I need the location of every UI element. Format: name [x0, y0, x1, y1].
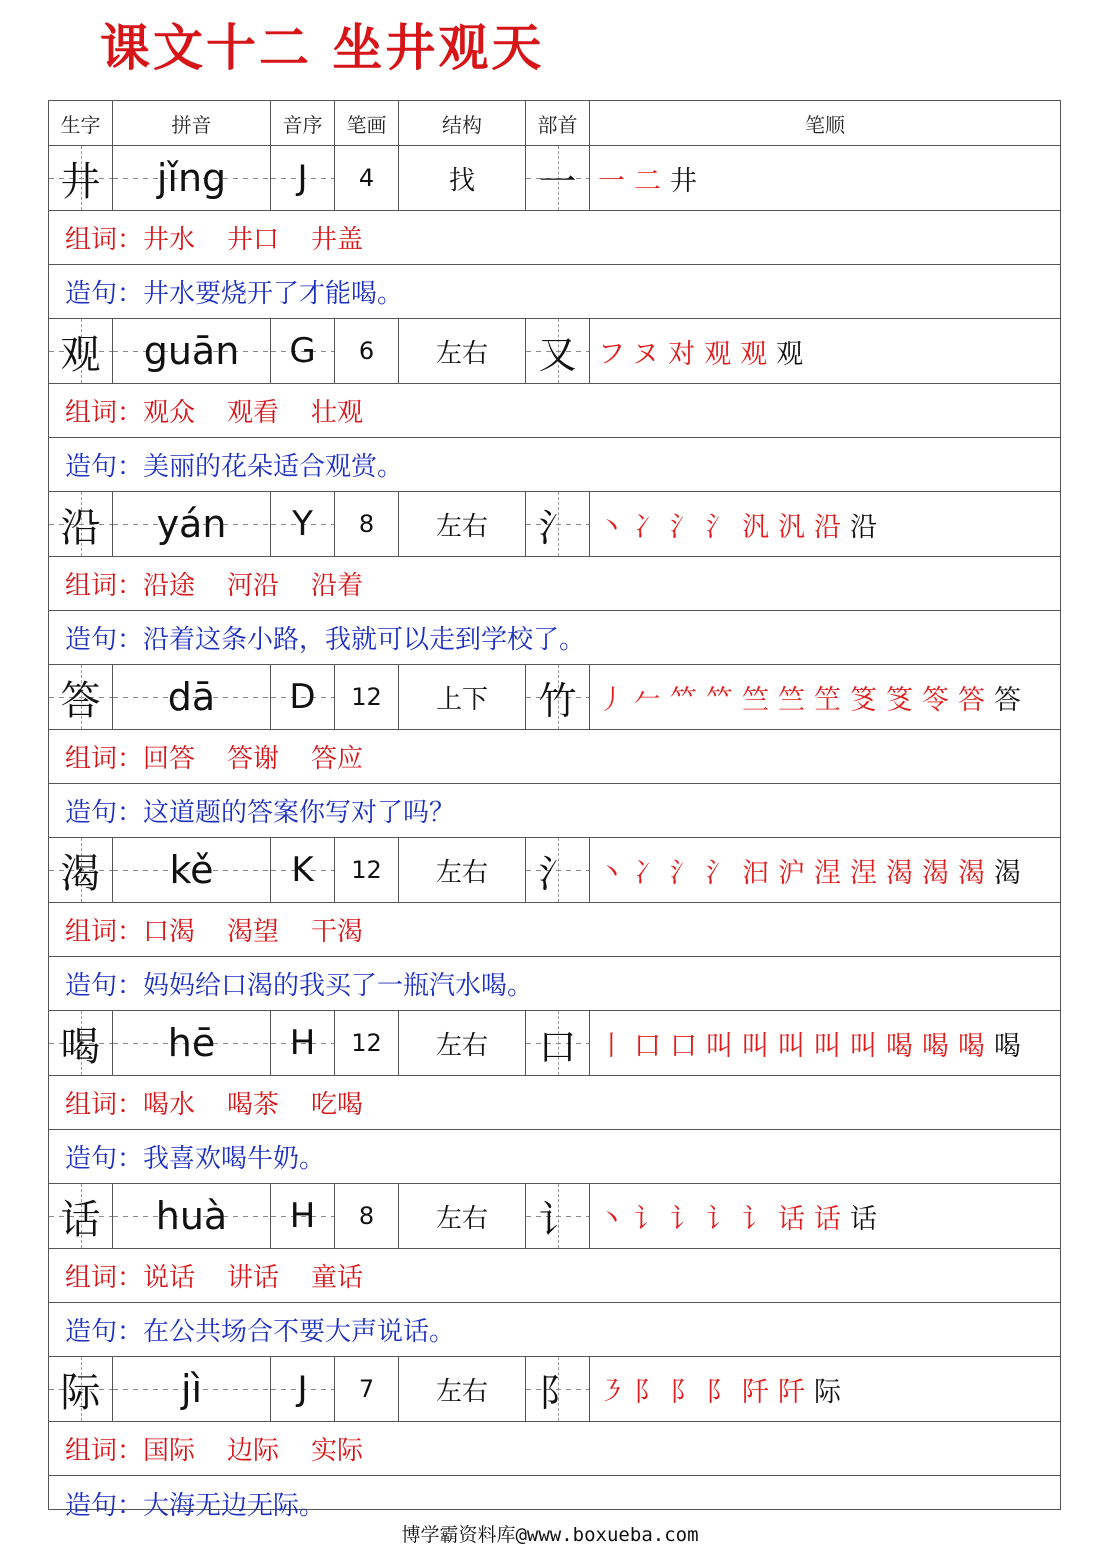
sentence-label: 造句：: [65, 1144, 144, 1174]
words-row: [49, 1422, 1060, 1476]
stroke-step: 叫: [706, 1030, 742, 1062]
words-label: 组词：: [65, 1263, 144, 1293]
sentence: 在公共场合不要大声说话。: [143, 1317, 456, 1347]
stroke-step: 冫: [634, 511, 670, 543]
initial-cell: [271, 319, 335, 383]
words-label: 组词：: [65, 398, 144, 428]
stroke-order: [598, 1197, 886, 1236]
structure-cell: [399, 146, 526, 210]
stroke-step: 口: [634, 1030, 670, 1062]
header-initial: 音序: [271, 101, 335, 145]
stroke-step: 阡: [742, 1376, 778, 1408]
words: [143, 565, 395, 602]
word: 喝水: [143, 1090, 196, 1120]
sentence: 井水要烧开了才能喝。: [143, 279, 404, 309]
structure: 左右: [435, 338, 488, 369]
word: 井水: [143, 225, 196, 255]
stroke-step: 氵: [670, 511, 706, 543]
structure-cell: [399, 1357, 526, 1421]
header-radical: 部首: [526, 101, 590, 145]
stroke-step: 笅: [850, 684, 886, 716]
word: 观众: [143, 398, 196, 428]
radical: 口: [538, 1024, 577, 1069]
stroke-step: 叫: [814, 1030, 850, 1062]
word: 吃喝: [311, 1090, 364, 1120]
word: 渴望: [227, 917, 280, 947]
words: [143, 1084, 395, 1121]
pinyin: jǐng: [156, 156, 227, 200]
stroke-order: [598, 159, 706, 198]
stroke-step: 丶: [598, 1203, 634, 1235]
stroke-order-cell: [590, 665, 1060, 729]
stroke-step: 笅: [886, 684, 922, 716]
word: 干渴: [311, 917, 364, 947]
stroke-order: [598, 332, 812, 371]
pinyin-cell: [113, 1357, 271, 1421]
stroke-step: 观: [740, 338, 777, 370]
sentence-row: [49, 1130, 1060, 1184]
stroke-step: 对: [668, 338, 705, 370]
stroke-step: 涅: [850, 857, 886, 889]
stroke-step: 讠: [634, 1203, 670, 1235]
char: 观: [60, 331, 101, 378]
char-cell: [49, 838, 113, 902]
stroke-step: 观: [704, 338, 741, 370]
stroke-step: 叫: [850, 1030, 886, 1062]
words-row: [49, 384, 1060, 438]
stroke-step: 丿: [598, 684, 634, 716]
pinyin: yán: [156, 502, 227, 546]
words-label: 组词：: [65, 1090, 144, 1120]
header-char: 生字: [49, 101, 113, 145]
stroke-count: 12: [351, 1029, 382, 1057]
strokes-cell: [335, 838, 399, 902]
structure-cell: [399, 665, 526, 729]
sentence-label: 造句：: [65, 798, 144, 828]
char-row: [49, 1357, 1060, 1422]
stroke-step: 汎: [742, 511, 778, 543]
stroke-order-cell: [590, 1357, 1060, 1421]
stroke-step: 一: [598, 165, 634, 197]
char: 渴: [60, 850, 101, 897]
radical-cell: [526, 319, 590, 383]
word: 观看: [227, 398, 280, 428]
sentence: 沿着这条小路，我就可以走到学校了。: [143, 625, 586, 655]
pinyin: guān: [143, 329, 240, 373]
stroke-step: フ: [598, 338, 633, 370]
char: 喝: [60, 1023, 101, 1070]
strokes-cell: [335, 1184, 399, 1248]
structure: 左右: [435, 1203, 488, 1234]
stroke-step: 竺: [778, 684, 814, 716]
words: [143, 1430, 395, 1467]
radical-cell: [526, 1357, 590, 1421]
stroke-step: 𥫗: [670, 684, 706, 716]
stroke-step: 氵: [670, 857, 706, 889]
stroke-count: 4: [358, 164, 375, 192]
radical-cell: [526, 665, 590, 729]
stroke-order-cell: [590, 146, 1060, 210]
char-cell: [49, 665, 113, 729]
radical-cell: [526, 146, 590, 210]
sentence-label: 造句：: [65, 452, 144, 482]
stroke-order: [598, 851, 1030, 890]
stroke-step: 竺: [742, 684, 778, 716]
char: 际: [60, 1369, 101, 1416]
stroke-step: 笁: [814, 684, 850, 716]
initial-cell: [271, 838, 335, 902]
initial: J: [297, 158, 308, 198]
word: 喝茶: [227, 1090, 280, 1120]
radical: 又: [538, 332, 577, 377]
page-title: 课文十二 坐井观天: [100, 18, 545, 77]
stroke-step: 讠: [742, 1203, 778, 1235]
char: 答: [60, 677, 101, 724]
stroke-step: ㇋: [598, 1376, 634, 1408]
stroke-step: 汩: [742, 857, 778, 889]
stroke-step: 阡: [778, 1376, 814, 1408]
stroke-count: 12: [351, 856, 382, 884]
radical-cell: [526, 1011, 590, 1075]
word: 回答: [143, 744, 196, 774]
stroke-step: 阝: [706, 1376, 742, 1408]
pinyin-cell: [113, 492, 271, 556]
words: [143, 392, 395, 429]
stroke-step: 二: [634, 165, 670, 197]
initial-cell: [271, 492, 335, 556]
char-row: [49, 492, 1060, 557]
structure: 左右: [435, 1376, 488, 1407]
words-label: 组词：: [65, 744, 144, 774]
structure: 找: [448, 165, 475, 196]
stroke-count: 6: [358, 337, 375, 365]
stroke-step: 喝: [958, 1030, 994, 1062]
pinyin: jì: [180, 1367, 203, 1411]
table-header: [49, 101, 1060, 146]
stroke-step: 氵: [706, 857, 742, 889]
initial: D: [289, 677, 316, 717]
stroke-order-cell: [590, 1011, 1060, 1075]
sentence-row: [49, 784, 1060, 838]
stroke-step: 𥫗: [706, 684, 742, 716]
sentence: 美丽的花朵适合观赏。: [143, 452, 404, 482]
words: [143, 219, 395, 256]
initial-cell: [271, 1184, 335, 1248]
word: 答谢: [227, 744, 280, 774]
pinyin: dā: [167, 675, 216, 719]
stroke-step: 话: [778, 1203, 814, 1235]
words-row: [49, 903, 1060, 957]
stroke-step: 沪: [778, 857, 814, 889]
initial-cell: [271, 1011, 335, 1075]
char: 井: [60, 158, 101, 205]
sentence-row: [49, 1303, 1060, 1357]
initial-cell: [271, 146, 335, 210]
stroke-order: [598, 505, 886, 544]
character-table: [48, 100, 1061, 1521]
stroke-step: 阝: [670, 1376, 706, 1408]
stroke-step: 𠂉: [634, 684, 670, 716]
structure-cell: [399, 1011, 526, 1075]
sentence-label: 造句：: [65, 1490, 144, 1521]
initial: Y: [292, 504, 313, 544]
radical: 竹: [538, 678, 577, 723]
word: 童话: [311, 1263, 364, 1293]
stroke-step: 涅: [814, 857, 850, 889]
stroke-step: 井: [670, 165, 706, 197]
word: 井口: [227, 225, 280, 255]
sentence: 我喜欢喝牛奶。: [143, 1144, 326, 1174]
sentence: 这道题的答案你写对了吗？: [143, 798, 456, 828]
header-stroke-order: 笔顺: [805, 112, 845, 137]
stroke-order: [598, 678, 1030, 717]
sentence-label: 造句：: [65, 971, 144, 1001]
stroke-order-cell: [590, 1184, 1060, 1248]
words: [143, 911, 395, 948]
char-row: [49, 1184, 1060, 1249]
header-strokes: 笔画: [335, 101, 399, 145]
radical-cell: [526, 1184, 590, 1248]
sentence-row: [49, 611, 1060, 665]
stroke-step: 丶: [598, 857, 634, 889]
words-label: 组词：: [65, 571, 144, 601]
sentence-label: 造句：: [65, 625, 144, 655]
words-label: 组词：: [65, 1436, 144, 1466]
word: 讲话: [227, 1263, 280, 1293]
word: 边际: [227, 1436, 280, 1466]
pinyin-cell: [113, 146, 271, 210]
pinyin-cell: [113, 838, 271, 902]
stroke-order: [598, 1370, 850, 1409]
char-row: [49, 1011, 1060, 1076]
words-row: [49, 1076, 1060, 1130]
structure-cell: [399, 319, 526, 383]
stroke-step: 讠: [706, 1203, 742, 1235]
word: 河沿: [227, 571, 280, 601]
initial: G: [289, 331, 316, 371]
entries: [49, 146, 1060, 1530]
word: 井盖: [311, 225, 364, 255]
structure: 左右: [435, 1030, 488, 1061]
word: 国际: [143, 1436, 196, 1466]
stroke-step: 丨: [598, 1030, 634, 1062]
stroke-order-cell: [590, 492, 1060, 556]
stroke-step: 喝: [922, 1030, 958, 1062]
word: 说话: [143, 1263, 196, 1293]
stroke-order-cell: [590, 838, 1060, 902]
words-label: 组词：: [65, 917, 144, 947]
char-row: [49, 319, 1060, 384]
stroke-step: 渴: [922, 857, 958, 889]
structure-cell: [399, 1184, 526, 1248]
char-cell: [49, 1011, 113, 1075]
radical-cell: [526, 492, 590, 556]
words-row: [49, 557, 1060, 611]
structure: 上下: [435, 684, 488, 715]
stroke-step: 口: [670, 1030, 706, 1062]
sentence: 妈妈给口渴的我买了一瓶汽水喝。: [143, 971, 534, 1001]
radical: 一: [538, 159, 577, 204]
strokes-cell: [335, 665, 399, 729]
word: 沿途: [143, 571, 196, 601]
sentence: 大海无边无际。: [143, 1490, 326, 1521]
stroke-step: 汎: [778, 511, 814, 543]
stroke-step: 渴: [958, 857, 994, 889]
stroke-step: 喝: [994, 1030, 1030, 1062]
stroke-order: [598, 1024, 1030, 1063]
stroke-step: 沿: [814, 511, 850, 543]
stroke-step: 阝: [634, 1376, 670, 1408]
footer-watermark: 博学霸资料库@www.boxueba.com: [401, 1524, 699, 1546]
words-label: 组词：: [65, 225, 144, 255]
word: 实际: [311, 1436, 364, 1466]
stroke-order-cell: [590, 319, 1060, 383]
initial-cell: [271, 1357, 335, 1421]
stroke-step: 渴: [994, 857, 1030, 889]
char: 话: [60, 1196, 101, 1243]
strokes-cell: [335, 1011, 399, 1075]
stroke-count: 7: [358, 1375, 375, 1403]
initial: H: [289, 1023, 316, 1063]
char-cell: [49, 1357, 113, 1421]
stroke-step: 氵: [706, 511, 742, 543]
pinyin-cell: [113, 319, 271, 383]
structure-cell: [399, 492, 526, 556]
stroke-count: 12: [351, 683, 382, 711]
stroke-step: 答: [958, 684, 994, 716]
word: 口渴: [143, 917, 196, 947]
word: 答应: [311, 744, 364, 774]
char-cell: [49, 146, 113, 210]
stroke-step: 丶: [598, 511, 634, 543]
structure: 左右: [435, 857, 488, 888]
stroke-step: 叫: [742, 1030, 778, 1062]
stroke-step: 叫: [778, 1030, 814, 1062]
stroke-count: 8: [358, 510, 375, 538]
char-cell: [49, 1184, 113, 1248]
words-row: [49, 1249, 1060, 1303]
char-row: [49, 838, 1060, 903]
pinyin: hē: [167, 1021, 216, 1065]
radical: 氵: [538, 505, 577, 550]
strokes-cell: [335, 492, 399, 556]
sentence-label: 造句：: [65, 1317, 144, 1347]
stroke-step: ヌ: [632, 338, 669, 370]
initial-cell: [271, 665, 335, 729]
radical-cell: [526, 838, 590, 902]
stroke-step: 答: [994, 684, 1030, 716]
radical: 讠: [538, 1197, 577, 1242]
sentence-row: [49, 265, 1060, 319]
char-cell: [49, 319, 113, 383]
sentence-label: 造句：: [65, 279, 144, 309]
char-cell: [49, 492, 113, 556]
words-row: [49, 211, 1060, 265]
stroke-step: 沿: [850, 511, 886, 543]
sentence-row: [49, 438, 1060, 492]
char-row: [49, 665, 1060, 730]
word: 沿着: [311, 571, 364, 601]
stroke-step: 话: [814, 1203, 850, 1235]
header-structure: 结构: [399, 101, 526, 145]
initial: J: [297, 1369, 308, 1409]
stroke-step: 渴: [886, 857, 922, 889]
stroke-step: 观: [776, 338, 813, 370]
initial: H: [289, 1196, 316, 1236]
pinyin: kě: [169, 848, 214, 892]
pinyin: huà: [155, 1194, 228, 1238]
stroke-step: 际: [814, 1376, 850, 1408]
strokes-cell: [335, 319, 399, 383]
stroke-step: 喝: [886, 1030, 922, 1062]
stroke-step: 话: [850, 1203, 886, 1235]
char: 沿: [60, 504, 101, 551]
words: [143, 1257, 395, 1294]
char-row: [49, 146, 1060, 211]
structure: 左右: [435, 511, 488, 542]
radical: 阝: [538, 1370, 577, 1415]
header-pinyin: 拼音: [113, 101, 271, 145]
stroke-count: 8: [358, 1202, 375, 1230]
initial: K: [291, 850, 314, 890]
word: 壮观: [311, 398, 364, 428]
words-row: [49, 730, 1060, 784]
strokes-cell: [335, 1357, 399, 1421]
sentence-row: [49, 957, 1060, 1011]
radical: 氵: [538, 851, 577, 896]
stroke-step: 讠: [670, 1203, 706, 1235]
stroke-step: 笭: [922, 684, 958, 716]
pinyin-cell: [113, 665, 271, 729]
pinyin-cell: [113, 1011, 271, 1075]
structure-cell: [399, 838, 526, 902]
stroke-step: 冫: [634, 857, 670, 889]
strokes-cell: [335, 146, 399, 210]
words: [143, 738, 395, 775]
pinyin-cell: [113, 1184, 271, 1248]
